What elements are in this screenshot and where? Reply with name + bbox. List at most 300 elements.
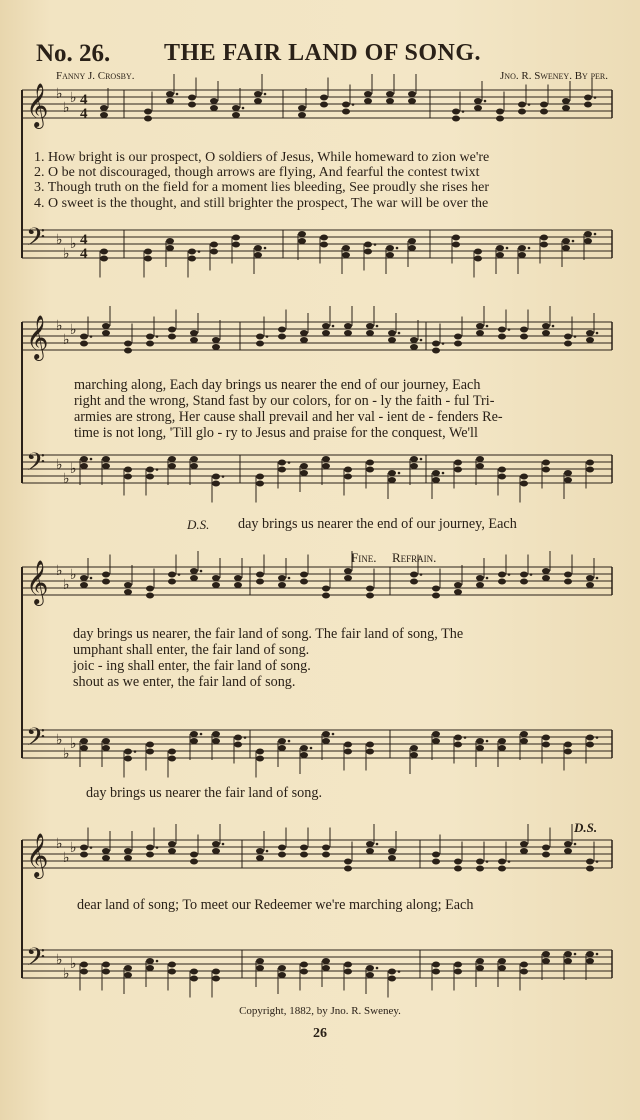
note-head xyxy=(498,866,506,872)
note-head xyxy=(322,852,330,858)
note-head xyxy=(80,582,88,588)
note-head xyxy=(498,958,506,964)
note-head xyxy=(256,749,264,755)
flat-sign: ♭ xyxy=(70,461,77,477)
note-head xyxy=(366,972,374,978)
note-head xyxy=(364,91,372,97)
note-head xyxy=(496,245,504,251)
dot xyxy=(398,332,401,335)
dot xyxy=(352,103,355,106)
note-head xyxy=(564,848,572,854)
note-head xyxy=(366,323,374,329)
page-number: 26 xyxy=(313,1026,327,1041)
verse-2-line-2: right and the wrong, Stand fast by our colors, for on - ly the faith - ful Tri- xyxy=(74,393,495,409)
flat-sign: ♭ xyxy=(63,246,70,262)
note-head xyxy=(124,474,132,480)
note-head xyxy=(300,470,308,476)
note-head xyxy=(166,98,174,104)
dot xyxy=(242,107,245,110)
note-head xyxy=(432,731,440,737)
dot xyxy=(288,577,291,580)
note-head xyxy=(564,579,572,585)
verse-1-line-2: marching along, Each day brings us nearer the end of our journey, Each xyxy=(74,377,481,393)
note-head xyxy=(322,958,330,964)
dot xyxy=(420,573,423,576)
note-head xyxy=(364,242,372,248)
note-head xyxy=(452,109,460,115)
note-head xyxy=(542,845,550,851)
note-head xyxy=(476,745,484,751)
note-head xyxy=(300,745,308,751)
dot xyxy=(442,472,445,475)
dot xyxy=(574,843,577,846)
dot xyxy=(310,747,313,750)
note-head xyxy=(232,242,240,248)
note-head xyxy=(190,731,198,737)
note-head xyxy=(278,327,286,333)
note-head xyxy=(432,348,440,354)
note-head xyxy=(542,958,550,964)
note-head xyxy=(542,460,550,466)
note-head xyxy=(586,330,594,336)
flat-sign: ♭ xyxy=(63,471,70,487)
note-head xyxy=(168,756,176,762)
note-head xyxy=(452,116,460,122)
note-head xyxy=(278,738,286,744)
note-head xyxy=(102,962,110,968)
note-head xyxy=(564,749,572,755)
note-head xyxy=(432,477,440,483)
note-head xyxy=(432,859,440,865)
dot xyxy=(596,860,599,863)
dot xyxy=(200,570,203,573)
dot xyxy=(332,733,335,736)
flat-sign: ♭ xyxy=(63,966,70,982)
refrain-lyric: dear land of song; To meet our Redeemer we're marching along; Each xyxy=(77,897,474,913)
note-head xyxy=(168,579,176,585)
note-head xyxy=(100,112,108,118)
note-head xyxy=(146,852,154,858)
flat-sign: ♭ xyxy=(56,732,63,748)
dot xyxy=(376,325,379,328)
dot xyxy=(288,740,291,743)
note-head xyxy=(234,735,242,741)
note-head xyxy=(342,252,350,258)
note-head xyxy=(408,98,416,104)
note-head xyxy=(454,582,462,588)
note-head xyxy=(344,467,352,473)
note-head xyxy=(124,348,132,354)
note-head xyxy=(234,575,242,581)
note-head xyxy=(344,969,352,975)
note-head xyxy=(454,460,462,466)
flat-sign: ♭ xyxy=(56,836,63,852)
note-head xyxy=(80,969,88,975)
note-head xyxy=(454,467,462,473)
note-head xyxy=(256,474,264,480)
note-head xyxy=(410,579,418,585)
hymn-number: No. 26. xyxy=(36,40,111,67)
bass-clef: 𝄢 xyxy=(26,223,46,258)
note-head xyxy=(102,572,110,578)
note-head xyxy=(476,330,484,336)
note-head xyxy=(344,859,352,865)
verse-2-line-3: umphant shall enter, the fair land of song. xyxy=(73,642,310,658)
note-head xyxy=(496,109,504,115)
dot xyxy=(90,846,93,849)
verse-1-line-3: day brings us nearer, the fair land of song. The fair land of song, The xyxy=(73,626,464,642)
dot xyxy=(508,860,511,863)
note-head xyxy=(320,235,328,241)
note-head xyxy=(190,463,198,469)
note-head xyxy=(256,855,264,861)
note-head xyxy=(102,738,110,744)
note-head xyxy=(212,575,220,581)
note-head xyxy=(190,575,198,581)
bass-lyric-refrain: day brings us nearer the fair land of song. xyxy=(86,785,322,801)
note-head xyxy=(256,341,264,347)
note-head xyxy=(344,330,352,336)
note-head xyxy=(562,105,570,111)
note-head xyxy=(542,330,550,336)
note-head xyxy=(300,579,308,585)
note-head xyxy=(344,749,352,755)
note-head xyxy=(144,256,152,262)
note-head xyxy=(454,859,462,865)
note-head xyxy=(388,337,396,343)
flat-sign: ♭ xyxy=(70,236,77,252)
note-head xyxy=(454,969,462,975)
note-head xyxy=(300,337,308,343)
note-head xyxy=(210,249,218,255)
dot xyxy=(134,750,137,753)
author-credit: Fanny J. Crosby. xyxy=(56,70,135,82)
note-head xyxy=(278,852,286,858)
note-head xyxy=(144,109,152,115)
note-head xyxy=(322,731,330,737)
dot xyxy=(486,577,489,580)
note-head xyxy=(232,105,240,111)
note-head xyxy=(188,102,196,108)
note-head xyxy=(474,105,482,111)
note-head xyxy=(586,742,594,748)
note-head xyxy=(498,572,506,578)
note-head xyxy=(476,463,484,469)
note-head xyxy=(232,235,240,241)
dot xyxy=(376,967,379,970)
note-head xyxy=(300,752,308,758)
note-head xyxy=(564,572,572,578)
dot xyxy=(574,953,577,956)
note-head xyxy=(190,852,198,858)
dot xyxy=(530,573,533,576)
note-head xyxy=(388,976,396,982)
note-head xyxy=(102,579,110,585)
flat-sign: ♭ xyxy=(63,850,70,866)
dot xyxy=(156,846,159,849)
dot xyxy=(484,100,487,103)
note-head xyxy=(210,105,218,111)
dot xyxy=(198,250,201,253)
note-head xyxy=(366,742,374,748)
note-head xyxy=(168,841,176,847)
note-head xyxy=(542,735,550,741)
flat-sign: ♭ xyxy=(63,100,70,116)
note-head xyxy=(190,330,198,336)
note-head xyxy=(144,116,152,122)
note-head xyxy=(540,102,548,108)
flat-sign: ♭ xyxy=(70,956,77,972)
note-head xyxy=(210,242,218,248)
note-head xyxy=(166,238,174,244)
flat-sign: ♭ xyxy=(56,563,63,579)
note-head xyxy=(124,972,132,978)
note-head xyxy=(520,572,528,578)
note-head xyxy=(278,845,286,851)
fine-marker: Fine. xyxy=(351,550,377,565)
note-head xyxy=(542,575,550,581)
note-head xyxy=(432,852,440,858)
note-head xyxy=(212,481,220,487)
verse-1-line-1: 1. How bright is our prospect, O soldiers of Jesus, While homeward to zion we're xyxy=(34,150,490,165)
ds-marker: D.S. xyxy=(187,517,210,532)
dot xyxy=(596,332,599,335)
note-head xyxy=(408,238,416,244)
note-head xyxy=(498,745,506,751)
note-head xyxy=(254,98,262,104)
dot xyxy=(572,240,575,243)
note-head xyxy=(388,477,396,483)
dot xyxy=(222,475,225,478)
note-head xyxy=(190,456,198,462)
dot xyxy=(594,96,597,99)
note-head xyxy=(520,738,528,744)
note-head xyxy=(520,474,528,480)
note-head xyxy=(146,334,154,340)
note-head xyxy=(212,738,220,744)
note-head xyxy=(146,593,154,599)
note-head xyxy=(520,841,528,847)
note-head xyxy=(408,91,416,97)
flat-sign: ♭ xyxy=(70,840,77,856)
refrain-marker: Refrain. xyxy=(392,550,437,565)
note-head xyxy=(146,749,154,755)
note-head xyxy=(476,859,484,865)
note-head xyxy=(476,575,484,581)
note-head xyxy=(168,969,176,975)
note-head xyxy=(234,582,242,588)
dot xyxy=(374,243,377,246)
dot xyxy=(90,577,93,580)
note-head xyxy=(300,845,308,851)
dot xyxy=(596,953,599,956)
note-head xyxy=(584,231,592,237)
verse-3-line-1: 3. Though truth on the field for a moment lies bleeding, See proudly she rises her xyxy=(34,180,490,195)
note-head xyxy=(518,252,526,258)
note-head xyxy=(454,735,462,741)
note-head xyxy=(102,323,110,329)
note-head xyxy=(518,245,526,251)
note-head xyxy=(322,738,330,744)
dot xyxy=(264,93,267,96)
note-head xyxy=(212,841,220,847)
dot xyxy=(420,458,423,461)
note-head xyxy=(256,848,264,854)
note-head xyxy=(278,745,286,751)
note-head xyxy=(322,463,330,469)
note-head xyxy=(232,112,240,118)
time-signature: 4 xyxy=(80,246,88,262)
note-head xyxy=(564,841,572,847)
note-head xyxy=(168,572,176,578)
note-head xyxy=(100,256,108,262)
note-head xyxy=(386,98,394,104)
dot xyxy=(486,325,489,328)
note-head xyxy=(300,852,308,858)
note-head xyxy=(586,958,594,964)
note-head xyxy=(410,456,418,462)
note-head xyxy=(322,456,330,462)
note-head xyxy=(344,474,352,480)
note-head xyxy=(498,474,506,480)
note-head xyxy=(476,958,484,964)
note-head xyxy=(366,841,374,847)
dot xyxy=(178,573,181,576)
dot xyxy=(90,458,93,461)
note-head xyxy=(562,238,570,244)
dot xyxy=(486,740,489,743)
note-head xyxy=(586,337,594,343)
note-head xyxy=(100,105,108,111)
note-head xyxy=(410,344,418,350)
note-head xyxy=(322,965,330,971)
note-head xyxy=(410,337,418,343)
note-head xyxy=(80,845,88,851)
note-head xyxy=(168,848,176,854)
verse-4-line-1: 4. O sweet is the thought, and still brighter the prospect, The war will be over the xyxy=(34,196,489,211)
bass-clef: 𝄢 xyxy=(26,943,46,978)
note-head xyxy=(520,848,528,854)
note-head xyxy=(366,467,374,473)
note-head xyxy=(212,976,220,982)
note-head xyxy=(300,572,308,578)
note-head xyxy=(344,568,352,574)
note-head xyxy=(278,467,286,473)
dot xyxy=(464,736,467,739)
note-head xyxy=(388,969,396,975)
dot xyxy=(596,736,599,739)
note-head xyxy=(562,245,570,251)
note-head xyxy=(278,972,286,978)
note-head xyxy=(542,568,550,574)
note-head xyxy=(278,334,286,340)
note-head xyxy=(320,242,328,248)
note-head xyxy=(254,252,262,258)
dot xyxy=(288,461,291,464)
note-head xyxy=(298,112,306,118)
note-head xyxy=(586,859,594,865)
note-head xyxy=(474,98,482,104)
dot xyxy=(506,247,509,250)
flat-sign: ♭ xyxy=(63,577,70,593)
note-head xyxy=(584,102,592,108)
dot xyxy=(200,733,203,736)
note-head xyxy=(102,456,110,462)
flat-sign: ♭ xyxy=(56,86,63,102)
dot xyxy=(396,247,399,250)
note-head xyxy=(190,568,198,574)
dot xyxy=(528,103,531,106)
note-head xyxy=(586,951,594,957)
note-head xyxy=(278,582,286,588)
note-head xyxy=(102,330,110,336)
note-head xyxy=(124,848,132,854)
dot xyxy=(552,325,555,328)
dot xyxy=(594,233,597,236)
note-head xyxy=(168,327,176,333)
dot xyxy=(508,328,511,331)
flat-sign: ♭ xyxy=(56,232,63,248)
note-head xyxy=(80,852,88,858)
note-head xyxy=(124,749,132,755)
flat-sign: ♭ xyxy=(70,322,77,338)
note-head xyxy=(564,958,572,964)
note-head xyxy=(278,965,286,971)
note-head xyxy=(586,460,594,466)
note-head xyxy=(366,460,374,466)
note-head xyxy=(256,481,264,487)
note-head xyxy=(100,249,108,255)
dot xyxy=(332,325,335,328)
note-head xyxy=(432,586,440,592)
note-head xyxy=(432,593,440,599)
verse-3-line-2: armies are strong, Her cause shall prevail and her val - ient de - fenders Re- xyxy=(74,409,503,425)
note-head xyxy=(542,323,550,329)
note-head xyxy=(410,745,418,751)
note-head xyxy=(256,579,264,585)
note-head xyxy=(474,256,482,262)
dot xyxy=(244,736,247,739)
note-head xyxy=(586,735,594,741)
note-head xyxy=(476,582,484,588)
note-head xyxy=(366,593,374,599)
note-head xyxy=(166,91,174,97)
hymn-title: THE FAIR LAND OF SONG. xyxy=(164,40,482,66)
note-head xyxy=(366,848,374,854)
flat-sign: ♭ xyxy=(70,567,77,583)
note-head xyxy=(498,738,506,744)
note-head xyxy=(496,116,504,122)
note-head xyxy=(254,91,262,97)
note-head xyxy=(498,579,506,585)
treble-clef: 𝄞 xyxy=(26,83,49,127)
dot xyxy=(264,247,267,250)
note-head xyxy=(542,742,550,748)
flat-sign: ♭ xyxy=(70,90,77,106)
note-head xyxy=(124,341,132,347)
note-head xyxy=(168,463,176,469)
dot xyxy=(574,335,577,338)
note-head xyxy=(498,965,506,971)
note-head xyxy=(386,252,394,258)
dot xyxy=(156,468,159,471)
flat-sign: ♭ xyxy=(56,952,63,968)
note-head xyxy=(564,951,572,957)
note-head xyxy=(584,238,592,244)
dot xyxy=(156,335,159,338)
dot xyxy=(266,850,269,853)
note-head xyxy=(124,589,132,595)
